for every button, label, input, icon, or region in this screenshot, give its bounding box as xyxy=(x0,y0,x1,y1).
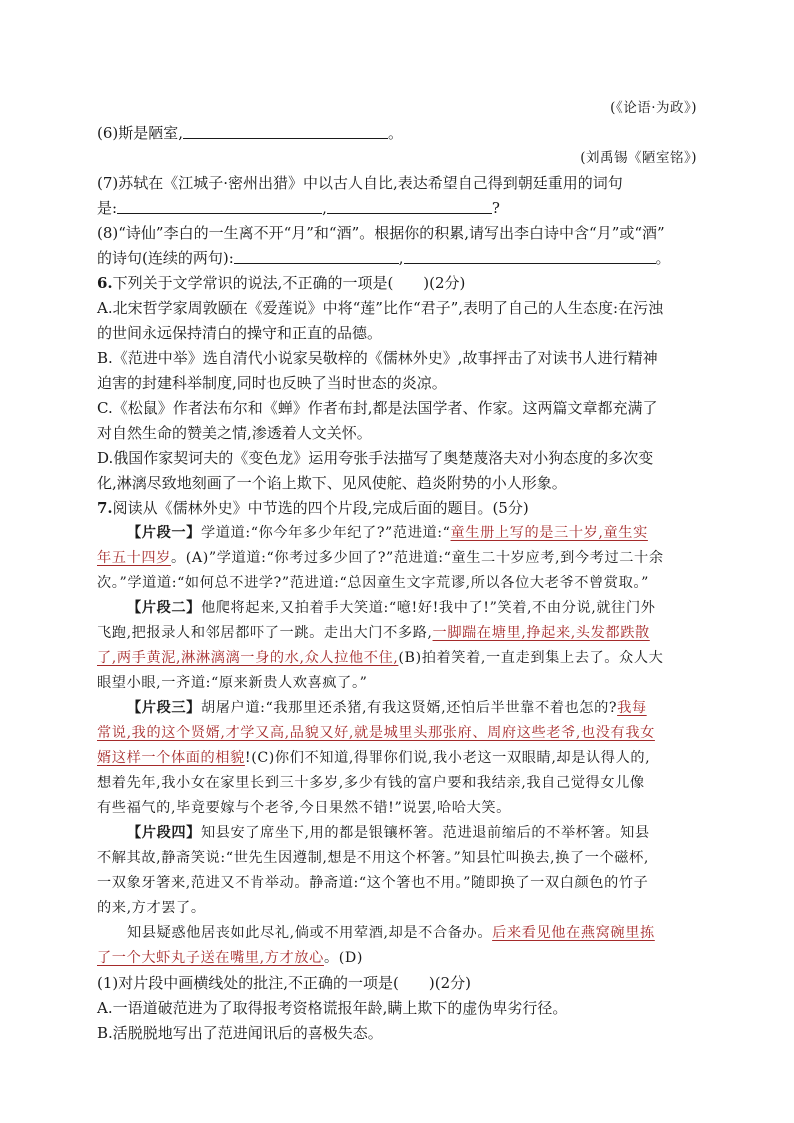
fragment-4-text: 。(D) xyxy=(323,950,363,966)
answer-blank-7a[interactable] xyxy=(117,198,322,214)
fragment-2-line2 xyxy=(97,621,697,646)
answer-blank-8b[interactable] xyxy=(404,248,656,264)
question-7-text: 阅读从《儒林外史》中节选的四个片段,完成后面的题目。(5分) xyxy=(112,499,529,517)
fragment-3-line5: 有些福气的,毕竟要嫁与个老爷,今日果然不错!”说罢,哈哈大笑。 xyxy=(97,800,511,816)
source-loushiming: (刘禹锡《陋室铭》) xyxy=(580,150,697,166)
fragment-2-line3 xyxy=(97,646,697,671)
annotated-underline-b: 一脚踹在塘里,挣起来,头发都跌散 xyxy=(432,625,650,641)
question-5-7-line2 xyxy=(97,196,697,221)
annotated-underline-d: 后来看见他在燕窝碗里拣 xyxy=(492,925,655,941)
question-5-8-line1: (8)“诗仙”李白的一生离不开“月”和“酒”。根据你的积累,请写出李白诗中含“月”或“酒” xyxy=(97,224,665,242)
fragment-4-line4: 的来,方才罢了。 xyxy=(97,900,206,916)
fragment-2-text: (B)拍着笑着,一直走到集上去了。众人大 xyxy=(398,650,664,666)
fragment-1-line2 xyxy=(97,546,697,571)
fragment-4-tag: 【片段四】 xyxy=(127,825,201,841)
q6-option-b-line1: B.《范进中举》选自清代小说家吴敬梓的《儒林外史》,故事抨击了对读书人进行精神 xyxy=(97,349,658,367)
annotated-underline-c-cont: 常说,我的这个贤婿,才学又高,品貌又好,就是城里头那张府、周府这些老爷,也没有我女 xyxy=(97,725,655,741)
fragment-4-line2: 不解其故,静斋笑说:“世先生因遵制,想是不用这个杯箸。”知县忙叫换去,换了一个磁杯, xyxy=(97,850,649,866)
question-5-7-line1: (7)苏轼在《江城子·密州出猎》中以古人自比,表达希望自己得到朝廷重用的词句 xyxy=(97,174,623,192)
answer-blank-7b[interactable] xyxy=(327,198,492,214)
fragment-4-text: 知县安了席坐下,用的都是银镶杯箸。范进退前缩后的不举杯箸。知县 xyxy=(200,825,650,841)
annotated-underline-a: 童生册上写的是三十岁,童生实 xyxy=(450,525,648,541)
answer-blank-6[interactable] xyxy=(183,123,388,139)
fragment-1-text: 学道道:“你今年多少年纪了?”范进道:“ xyxy=(200,525,451,541)
q6-option-b-line2: 迫害的封建科举制度,同时也反映了当时世态的炎凉。 xyxy=(97,374,447,392)
question-5-6 xyxy=(97,121,697,146)
fragment-1-tag: 【片段一】 xyxy=(127,525,201,541)
question-7-1-stem: (1)对片段中画横线处的批注,不正确的一项是( )(2分) xyxy=(97,974,471,992)
fragment-3-tag: 【片段三】 xyxy=(127,700,201,716)
annotated-underline-b-cont: 了,两手黄泥,淋淋漓漓一身的水,众人拉他不住, xyxy=(97,650,399,666)
q5-7-mid: , xyxy=(322,199,327,217)
fragment-3-line1 xyxy=(97,696,697,721)
fragment-2-text: 他爬将起来,又拍着手大笑道:“噫!好!我中了!”笑着,不由分说,就往门外 xyxy=(200,600,656,616)
question-7-number: 7. xyxy=(97,499,113,517)
fragment-4-line1 xyxy=(97,821,697,846)
fragment-1-line1 xyxy=(97,521,697,546)
q6-option-c-line1: C.《松鼠》作者法布尔和《蝉》作者布封,都是法国学者、作家。这两篇文章都充满了 xyxy=(97,399,658,417)
q6-option-a-line1: A.北宋哲学家周敦颐在《爱莲说》中将“莲”比作“君子”,表明了自己的人生态度:在污浊 xyxy=(97,299,664,317)
fragment-3-text: !(C)你们不知道,得罪你们说,我小老这一双眼睛,却是认得人的, xyxy=(244,750,651,766)
q5-6-suffix: 。 xyxy=(388,124,404,142)
q6-option-a-line2: 的世间永远保持清白的操守和正直的品德。 xyxy=(97,324,383,342)
question-6-text: 下列关于文学常识的说法,不正确的一项是( )(2分) xyxy=(112,274,466,292)
fragment-2-tag: 【片段二】 xyxy=(127,600,201,616)
fragment-4-text: 知县疑惑他居丧如此尽礼,倘或不用荤酒,却是不合备办。 xyxy=(127,925,493,941)
fragment-3-line3 xyxy=(97,746,697,771)
q5-8-suffix: 。 xyxy=(655,249,671,267)
annotated-underline-c-end: 婿这样一个体面的相貌 xyxy=(97,750,245,766)
q5-7-suffix: ? xyxy=(491,199,500,217)
fragment-2-line1 xyxy=(97,596,697,621)
fragment-2-text: 飞跑,把报录人和邻居都吓了一跳。走出大门不多路, xyxy=(97,625,433,641)
q5-6-prefix: (6)斯是陋室, xyxy=(97,124,184,142)
page-content xyxy=(97,96,697,1046)
annotated-underline-c: 我每 xyxy=(617,700,647,716)
question-6-stem xyxy=(97,271,697,296)
q5-8-mid: , xyxy=(398,249,404,267)
fragment-4-line6 xyxy=(97,946,697,971)
answer-blank-8a[interactable] xyxy=(234,248,399,264)
q5-8-prefix: 的诗句(连续的两句): xyxy=(97,249,234,267)
q6-option-d-line2: 化,淋漓尽致地刻画了一个谄上欺下、见风使舵、趋炎附势的小人形象。 xyxy=(97,474,567,492)
fragment-2-line4: 眼望小眼,一齐道:“原来新贵人欢喜疯了。” xyxy=(97,675,368,691)
fragment-1-line3: 次。”学道道:“如何总不进学?”范进道:“总因童生文字荒谬,所以各位大老爷不曾赏取。” xyxy=(97,575,649,591)
question-7-stem xyxy=(97,496,697,521)
fragment-1-text: 。(A)”学道道:“你考过多少回了?”范进道:“童生二十岁应考,到今考过二十余 xyxy=(170,550,664,566)
annotated-underline-a-cont: 年五十四岁 xyxy=(97,550,171,566)
question-5-8-line2 xyxy=(97,246,697,271)
fragment-4-line5 xyxy=(97,921,697,946)
source-lunyu: (《论语·为政》) xyxy=(610,100,697,116)
fragment-4-line3: 一双象牙箸来,范进又不肯举动。静斋道:“这个箸也不用。”随即换了一双白颜色的竹子 xyxy=(97,875,649,891)
excerpt-block xyxy=(97,521,697,971)
q5-7-prefix: 是: xyxy=(97,199,118,217)
fragment-3-line2 xyxy=(97,721,697,746)
fragment-3-text: 胡屠户道:“我那里还杀猪,有我这贤婿,还怕后半世靠不着也怎的? xyxy=(200,700,618,716)
q7-1-option-b: B.活脱脱地写出了范进闻讯后的喜极失态。 xyxy=(97,1024,383,1042)
q6-option-d-line1: D.俄国作家契诃夫的《变色龙》运用夸张手法描写了奥楚蔑洛夫对小狗态度的多次变 xyxy=(97,449,654,467)
q6-option-c-line2: 对自然生命的赞美之情,渗透着人文关怀。 xyxy=(97,424,372,442)
question-6-number: 6. xyxy=(97,274,113,292)
annotated-underline-d-cont: 了一个大虾丸子送在嘴里,方才放心 xyxy=(97,950,324,966)
q7-1-option-a: A.一语道破范进为了取得报考资格谎报年龄,瞒上欺下的虚伪卑劣行径。 xyxy=(97,999,568,1017)
fragment-3-line4: 想着先年,我小女在家里长到三十多岁,多少有钱的富户要和我结亲,我自己觉得女儿像 xyxy=(97,775,645,791)
